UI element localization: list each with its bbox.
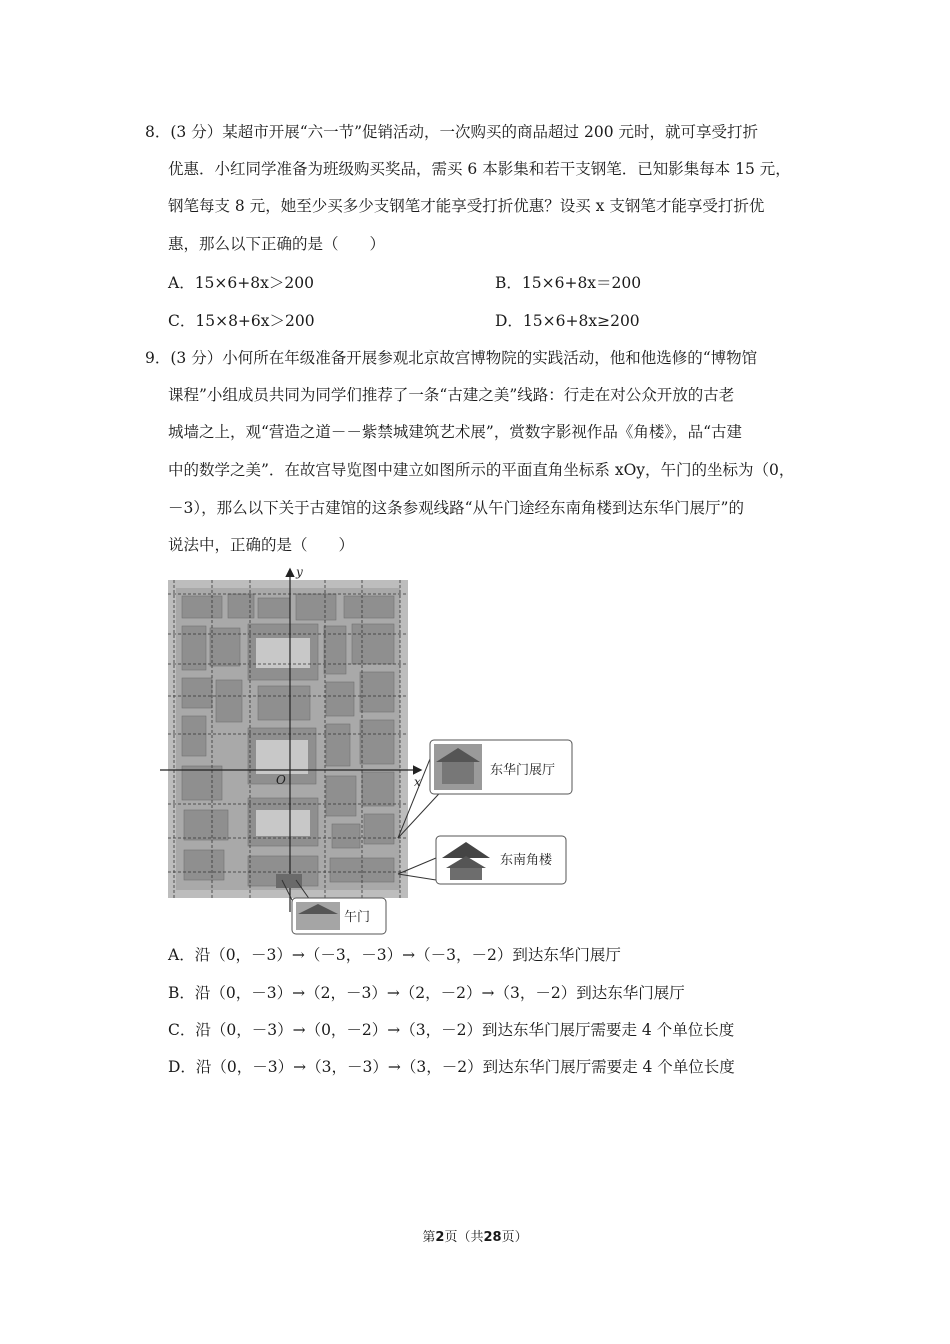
- q9-line-2: 课程”小组成员共同为同学们推荐了一条“古建之美”线路：行走在对公众开放的古老: [168, 386, 735, 404]
- footer-total-pages: 28: [483, 1230, 502, 1245]
- footer-middle: 页（共: [444, 1230, 484, 1245]
- footer-suffix: 页）: [501, 1230, 528, 1245]
- q8-line-1: 8．(3 分）某超市开展“六一节”促销活动，一次购买的商品超过 200 元时，就可享受打折: [145, 123, 758, 141]
- q9-option-c: C．沿（0，－3）→（0，－2）→（3，－2）到达东华门展厅需要走 4 个单位长度: [168, 1021, 735, 1039]
- footer-page-number: 2: [435, 1230, 445, 1245]
- q8-line-4: 惠，那么以下正确的是（ ）: [168, 235, 386, 253]
- east-gate-callout: [430, 740, 572, 794]
- q9-option-a: A．沿（0，－3）→（－3，－3）→（－3，－2）到达东华门展厅: [168, 946, 621, 964]
- q9-line-1: 9．(3 分）小何所在年级准备开展参观北京故宫博物院的实践活动，他和他选修的“博物馆: [145, 349, 758, 367]
- se-tower-label: 东南角楼: [500, 853, 553, 868]
- meridian-gate-callout: [292, 898, 386, 934]
- y-axis-label: y: [296, 565, 303, 579]
- q9-option-d: D．沿（0，－3）→（3，－3）→（3，－2）到达东华门展厅需要走 4 个单位长度: [168, 1058, 735, 1076]
- q9-line-3: 城墙之上，观“营造之道－－紫禁城建筑艺术展”，赏数字影视作品《角楼》，品“古建: [168, 423, 743, 441]
- q9-line-4: 中的数学之美”．在故宫导览图中建立如图所示的平面直角坐标系 xOy，午门的坐标为（0，: [168, 461, 795, 479]
- q8-option-d: D．15×6+8x≥200: [495, 312, 640, 330]
- x-axis-label: x: [414, 775, 421, 789]
- q8-option-a: A．15×6+8x＞200: [168, 274, 314, 292]
- q8-line-2: 优惠．小红同学准备为班级购买奖品，需买 6 本影集和若干支钢笔．已知影集每本 15 元，: [168, 160, 791, 178]
- q9-line-5: －3），那么以下关于古建馆的这条参观线路“从午门途经东南角楼到达东华门展厅”的: [168, 499, 744, 517]
- page-footer: [0, 1226, 950, 1245]
- forbidden-city-map-figure: [150, 562, 590, 940]
- meridian-gate-label: 午门: [344, 910, 371, 925]
- origin-label: O: [276, 773, 286, 787]
- footer-prefix: 第: [422, 1230, 436, 1245]
- se-tower-callout: [436, 836, 566, 884]
- q8-option-c: C．15×8+6x＞200: [168, 312, 315, 330]
- q8-option-b: B．15×6+8x＝200: [495, 274, 642, 292]
- q9-line-6: 说法中，正确的是（ ）: [168, 536, 355, 554]
- meridian-gate-marker: [276, 874, 302, 888]
- east-gate-label: 东华门展厅: [490, 763, 556, 778]
- q8-line-3: 钢笔每支 8 元，她至少买多少支钢笔才能享受打折优惠？设买 x 支钢笔才能享受打折优: [168, 197, 765, 215]
- q9-option-b: B．沿（0，－3）→（2，－3）→（2，－2）→（3，－2）到达东华门展厅: [168, 984, 685, 1002]
